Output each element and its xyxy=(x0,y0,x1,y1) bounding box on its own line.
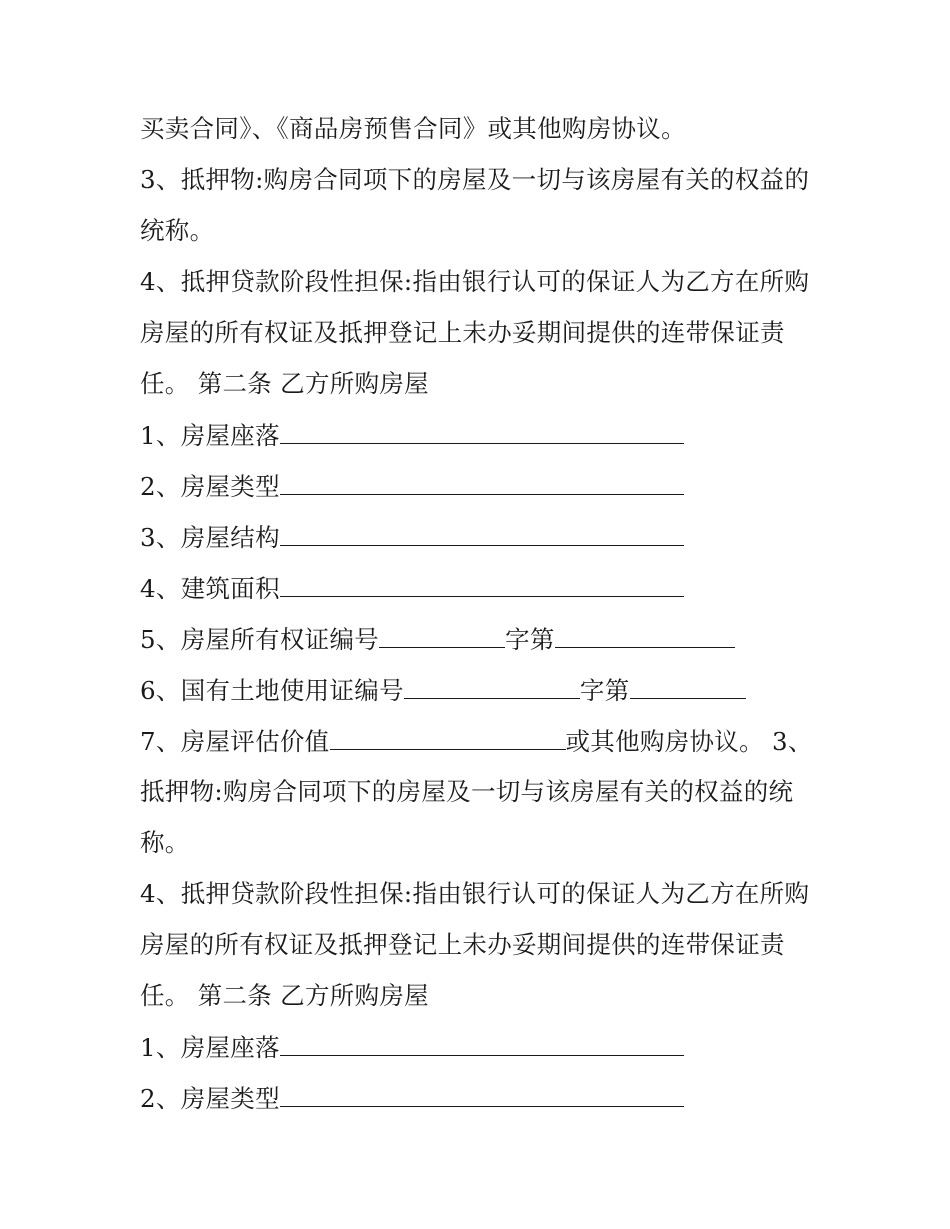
blank-line[interactable] xyxy=(280,470,684,495)
field-house-type xyxy=(140,470,684,502)
field-house-structure xyxy=(140,521,684,553)
blank-line[interactable] xyxy=(330,725,566,750)
text-line: 房屋的所有权证及抵押登记上未办妥期间提供的连带保证责 xyxy=(140,318,785,347)
field-label: 1、房屋座落 xyxy=(140,1033,280,1062)
field-ownership-cert xyxy=(140,623,735,655)
field-label: 1、房屋座落 xyxy=(140,421,280,450)
blank-line[interactable] xyxy=(404,674,580,699)
text-line: 3、抵押物:购房合同项下的房屋及一切与该房屋有关的权益的 xyxy=(140,165,810,194)
field-label: 字第 xyxy=(505,625,555,654)
field-label: 4、建筑面积 xyxy=(140,574,280,603)
text-line: 4、抵押贷款阶段性担保:指由银行认可的保证人为乙方在所购 xyxy=(140,879,810,908)
field-label: 3、房屋结构 xyxy=(140,523,280,552)
text-line: 任。 第二条 乙方所购房屋 xyxy=(140,981,429,1010)
field-label: 或其他购房协议。 3、 xyxy=(565,727,813,756)
field-label: 7、房屋评估价值 xyxy=(140,727,330,756)
field-land-cert xyxy=(140,674,746,706)
blank-line[interactable] xyxy=(280,1031,684,1056)
field-label: 字第 xyxy=(579,676,630,705)
blank-line[interactable] xyxy=(280,572,684,597)
text-line: 称。 xyxy=(140,828,190,857)
blank-line[interactable] xyxy=(280,419,684,444)
field-house-type xyxy=(140,1082,684,1114)
text-line: 4、抵押贷款阶段性担保:指由银行认可的保证人为乙方在所购 xyxy=(140,267,810,296)
field-label: 2、房屋类型 xyxy=(140,472,280,501)
field-building-area xyxy=(140,572,684,604)
field-house-location xyxy=(140,419,684,451)
text-line: 任。 第二条 乙方所购房屋 xyxy=(140,369,429,398)
blank-line[interactable] xyxy=(555,623,735,648)
blank-line[interactable] xyxy=(280,521,684,546)
blank-line[interactable] xyxy=(280,1082,684,1107)
blank-line[interactable] xyxy=(630,674,746,699)
text-line: 房屋的所有权证及抵押登记上未办妥期间提供的连带保证责 xyxy=(140,930,785,959)
field-label: 2、房屋类型 xyxy=(140,1084,280,1113)
field-house-location xyxy=(140,1031,684,1063)
text-line: 买卖合同》、《商品房预售合同》或其他购房协议。 xyxy=(140,114,686,143)
text-line: 统称。 xyxy=(140,216,215,245)
field-assessed-value xyxy=(140,725,813,757)
text-line: 抵押物:购房合同项下的房屋及一切与该房屋有关的权益的统 xyxy=(140,777,794,806)
field-label: 6、国有土地使用证编号 xyxy=(140,676,404,705)
field-label: 5、房屋所有权证编号 xyxy=(140,625,380,654)
blank-line[interactable] xyxy=(379,623,505,648)
